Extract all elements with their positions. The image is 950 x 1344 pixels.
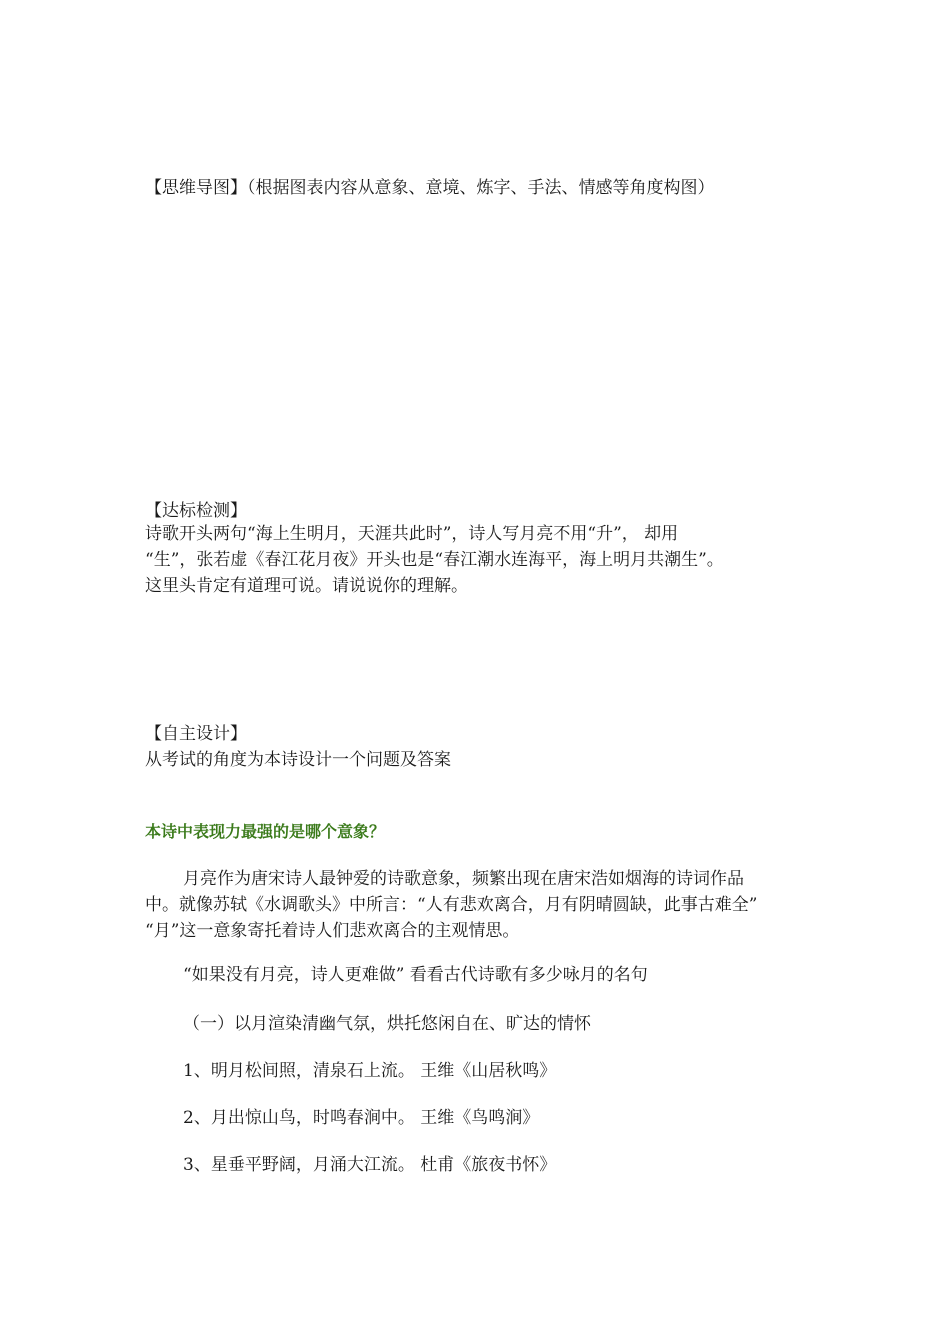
test-question-line: 这里头肯定有道理可说。请说说你的理解。 [145,576,468,596]
answer-question: 本诗中表现力最强的是哪个意象？ [145,822,386,841]
test-question-line: “生”，张若虚《春江花月夜》开头也是“春江潮水连海平，海上明月共潮生”。 [145,550,724,570]
answer-intro-line: 中。就像苏轼《水调歌头》中所言：“人有悲欢离合，月有阴晴圆缺，此事古难全” [145,895,758,915]
category-line: （一）以月渲染清幽气氛，烘托悠闲自在、旷达的情怀 [183,1014,591,1034]
answer-intro-line: “月”这一意象寄托着诗人们悲欢离合的主观情思。 [145,921,520,941]
example-line: 1、明月松间照，清泉石上流。 王维《山居秋鸣》 [183,1061,557,1081]
test-question [145,521,810,599]
answer-intro [145,866,810,944]
example-line: 2、月出惊山鸟，时鸣春涧中。 王维《鸟鸣涧》 [183,1108,540,1128]
example-line: 3、星垂平野阔，月涌大江流。 杜甫《旅夜书怀》 [183,1155,557,1175]
design-instruction: 从考试的角度为本诗设计一个问题及答案 [145,750,451,770]
answer-intro-line: 月亮作为唐宋诗人最钟爱的诗歌意象，频繁出现在唐宋浩如烟海的诗词作品 [183,869,744,889]
test-question-line: 诗歌开头两句“海上生明月，天涯共此时”，诗人写月亮不用“升”， 却用 [145,524,679,544]
design-heading: 【自主设计】 [145,724,247,744]
test-heading: 【达标检测】 [145,501,247,521]
quote-line: “如果没有月亮，诗人更难做” 看看古代诗歌有多少咏月的名句 [183,965,648,985]
mindmap-heading: 【思维导图】（根据图表内容从意象、意境、炼字、手法、情感等角度构图） [145,178,715,198]
